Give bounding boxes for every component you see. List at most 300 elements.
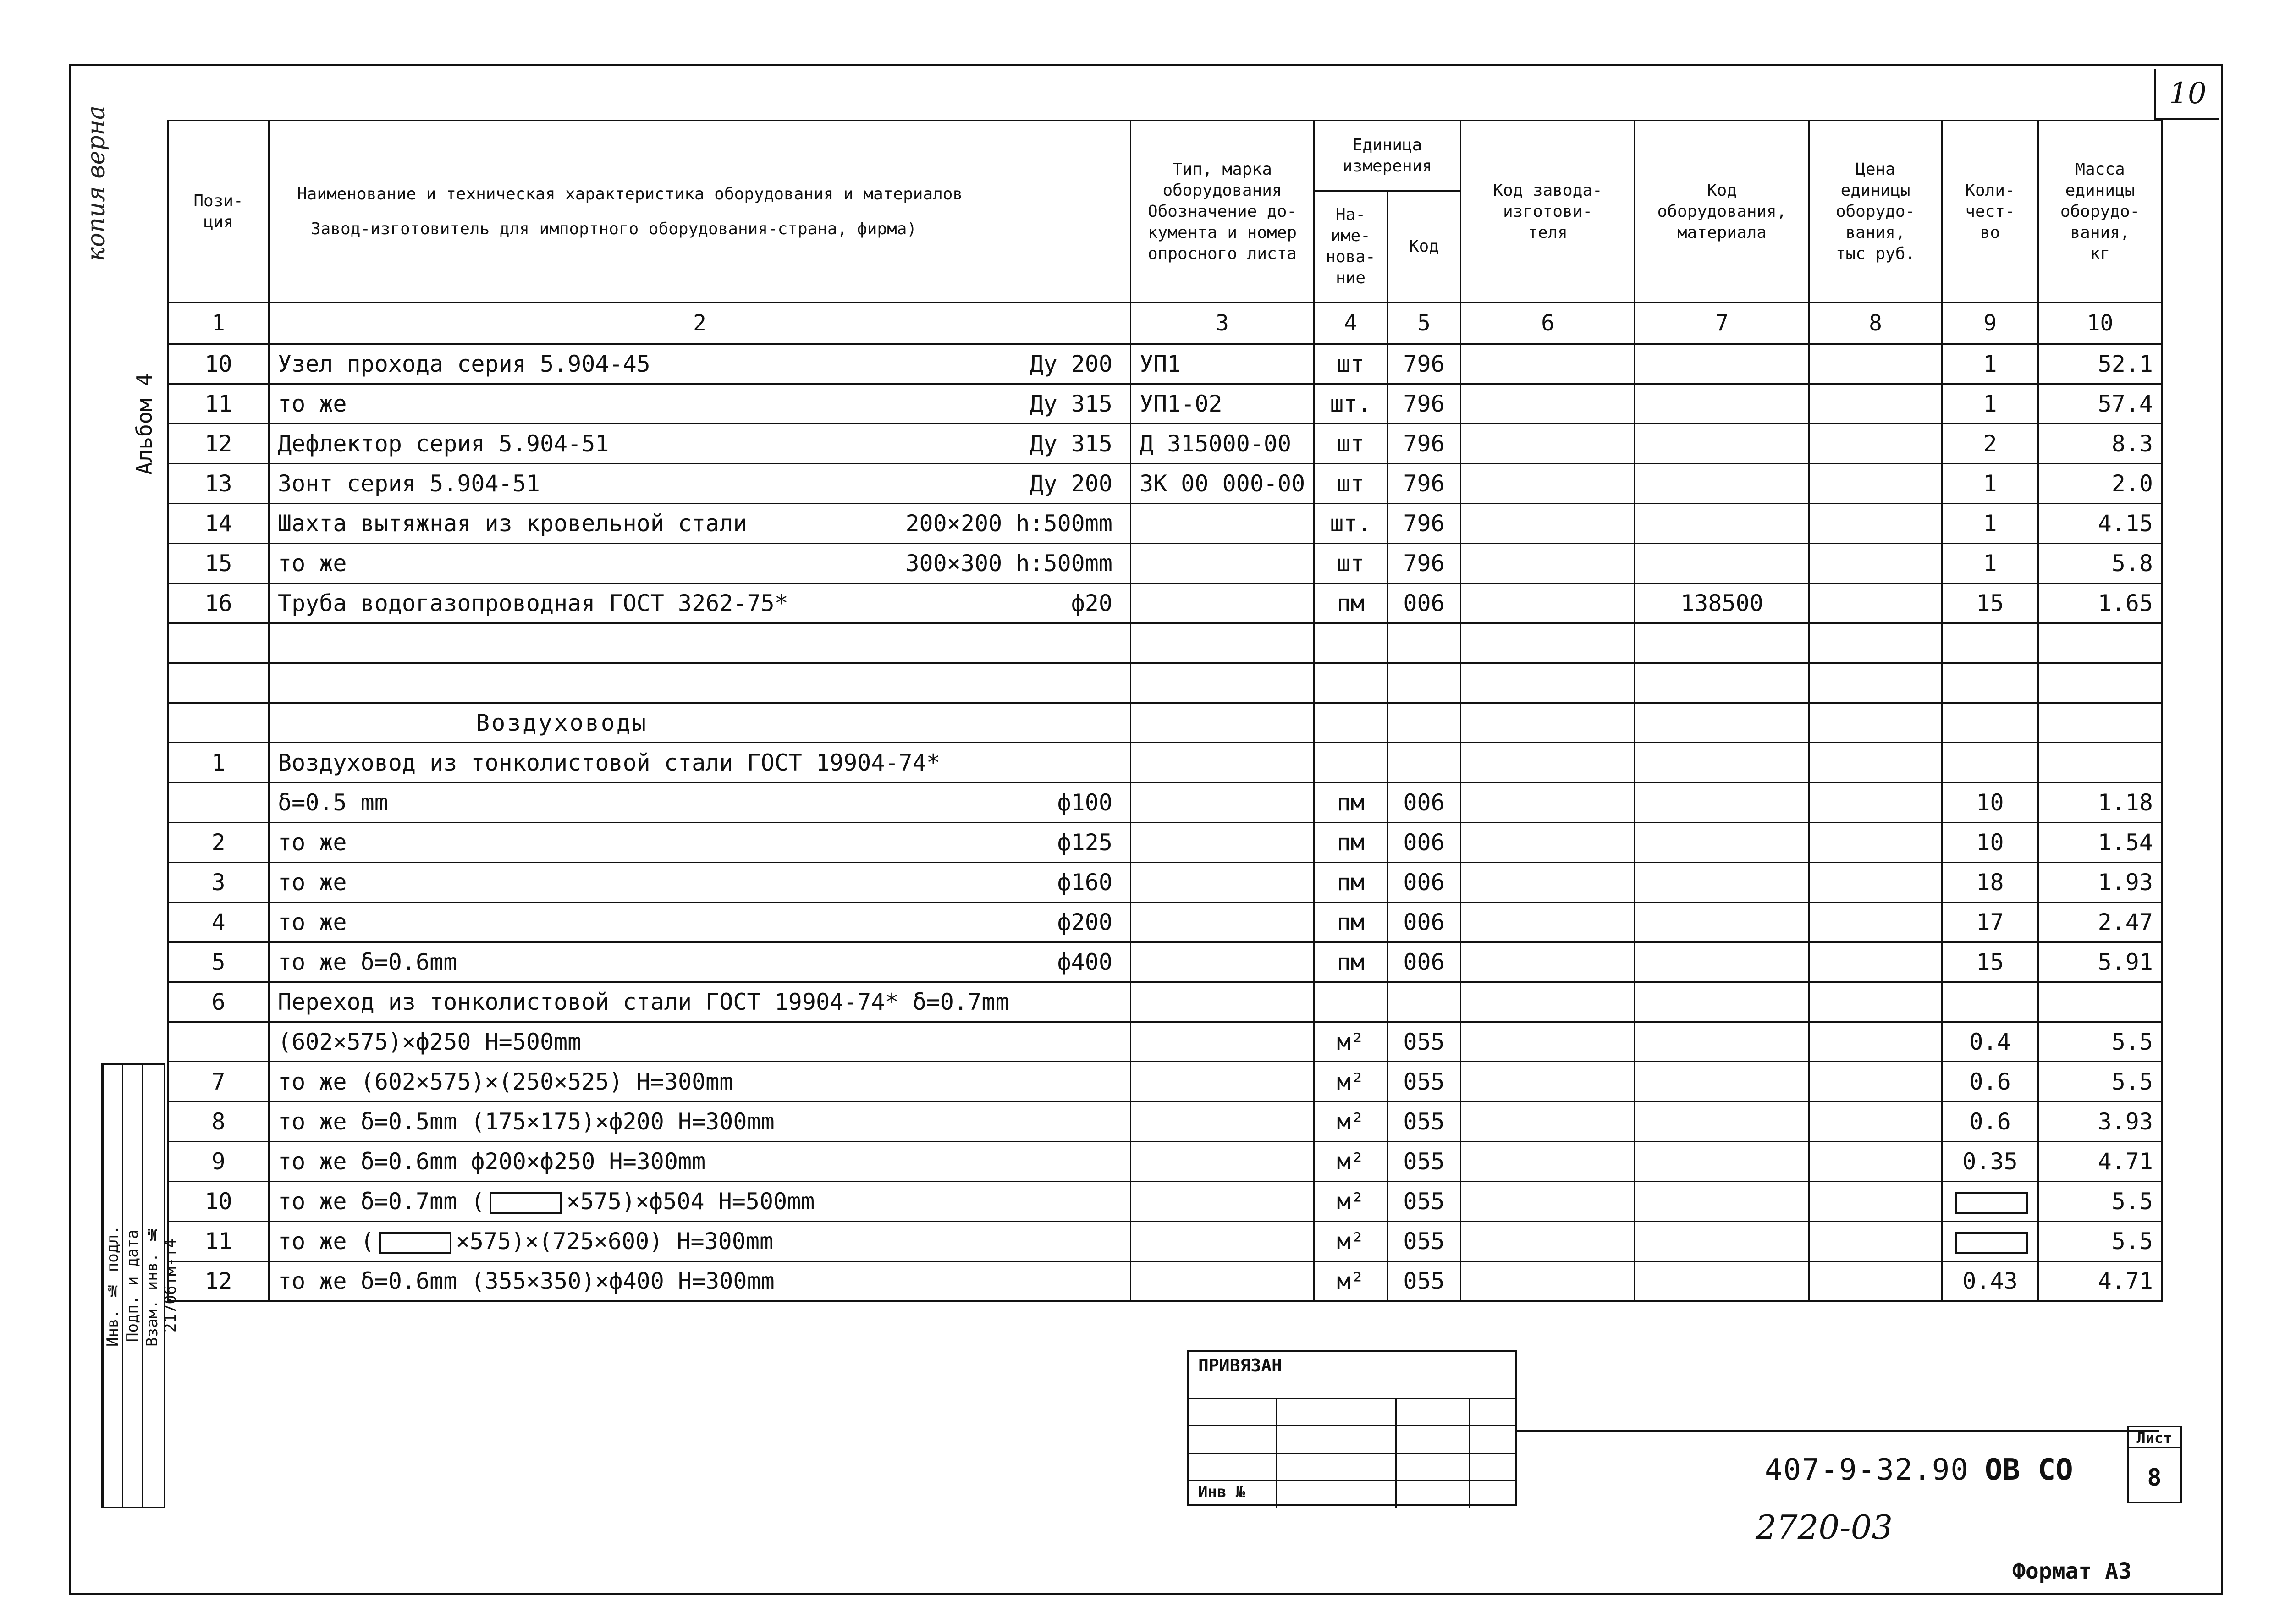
stamp-field: Инв. № подл. xyxy=(102,1065,122,1507)
cell-mass: 1.18 xyxy=(2038,783,2162,823)
cell-name xyxy=(269,903,1131,942)
blank-box xyxy=(1955,1192,2028,1214)
cell-material-code xyxy=(1635,344,1809,384)
cell-position xyxy=(168,623,269,663)
cell-position xyxy=(168,663,269,703)
cell-type xyxy=(1131,982,1314,1022)
cell-price xyxy=(1809,1182,1942,1222)
sheet-number-box xyxy=(2127,1426,2182,1503)
name-dimension xyxy=(1112,1108,1122,1135)
cell-material-code xyxy=(1635,384,1809,424)
table-row xyxy=(168,584,2162,623)
name-main: то же δ=0.6mm ф200×ф250 H=300mm xyxy=(278,1148,706,1175)
cell-factory-code xyxy=(1461,464,1635,504)
name-text xyxy=(278,1108,775,1135)
name-main: то же δ=0.7mm xyxy=(278,1188,457,1215)
cell-mass: 1.93 xyxy=(2038,863,2162,903)
cell-type xyxy=(1131,703,1314,743)
handwritten-number: 2720-03 xyxy=(1756,1508,1893,1547)
cell-type xyxy=(1131,1182,1314,1222)
name-text xyxy=(278,1068,733,1095)
cell-name xyxy=(269,743,1131,783)
cell-quantity: 0.35 xyxy=(1942,1142,2038,1182)
cell-type xyxy=(1131,1022,1314,1062)
cell-material-code xyxy=(1635,544,1809,584)
name-dimension: ф200 xyxy=(1057,909,1112,936)
blank-box xyxy=(379,1232,451,1254)
cell-unit-code: 006 xyxy=(1388,903,1461,942)
cell-unit: м² xyxy=(1314,1102,1388,1142)
name-text: то же δ=0.7mm ( ×575)×ф504 H=500mm xyxy=(278,1188,815,1215)
cell-factory-code xyxy=(1461,743,1635,783)
name-main: то же δ=0.5mm (175×175)×ф200 H=300mm xyxy=(278,1108,775,1135)
cell-unit-code: 055 xyxy=(1388,1022,1461,1062)
header-unit-code: Код xyxy=(1388,191,1461,303)
cell-price xyxy=(1809,903,1942,942)
cell-type xyxy=(1131,743,1314,783)
cell-quantity: 0.6 xyxy=(1942,1062,2038,1102)
cell-unit-code: 796 xyxy=(1388,344,1461,384)
cell-factory-code xyxy=(1461,942,1635,982)
cell-position: 10 xyxy=(168,344,269,384)
cell-type xyxy=(1131,584,1314,623)
cell-material-code xyxy=(1635,1222,1809,1261)
cell-name xyxy=(269,344,1131,384)
name-dimension: 200×200 h:500mm xyxy=(905,510,1112,537)
cell-price xyxy=(1809,1102,1942,1142)
cell-type xyxy=(1131,544,1314,584)
cell-price xyxy=(1809,783,1942,823)
cell-material-code: 138500 xyxy=(1635,584,1809,623)
cell-price xyxy=(1809,863,1942,903)
cell-material-code xyxy=(1635,424,1809,464)
name-main: Зонт серия 5.904-51 xyxy=(278,470,540,497)
title-block-label: ПРИВЯЗАН xyxy=(1198,1355,1283,1376)
cell-name xyxy=(269,863,1131,903)
cell-price xyxy=(1809,584,1942,623)
cell-quantity: 10 xyxy=(1942,783,2038,823)
cell-price xyxy=(1809,504,1942,544)
cell-price xyxy=(1809,823,1942,863)
cell-unit-code: 055 xyxy=(1388,1222,1461,1261)
cell-quantity: 15 xyxy=(1942,584,2038,623)
cell-mass: 2.0 xyxy=(2038,464,2162,504)
cell-quantity xyxy=(1942,1222,2038,1261)
cell-material-code xyxy=(1635,703,1809,743)
cell-name xyxy=(269,623,1131,663)
name-text xyxy=(278,590,788,617)
name-main: то же xyxy=(278,550,347,577)
cell-quantity: 1 xyxy=(1942,544,2038,584)
cell-type xyxy=(1131,663,1314,703)
table-row xyxy=(168,903,2162,942)
cell-unit-code xyxy=(1388,663,1461,703)
cell-name xyxy=(269,1142,1131,1182)
name-text xyxy=(278,1148,705,1175)
name-dimension: ф20 xyxy=(1071,590,1112,617)
cell-type xyxy=(1131,1062,1314,1102)
stamp-field: Взам. инв. № xyxy=(142,1065,161,1507)
cell-mass xyxy=(2038,743,2162,783)
document-code: 407-9-32.90 xyxy=(1765,1453,1969,1487)
table-row xyxy=(168,1062,2162,1102)
cell-mass xyxy=(2038,703,2162,743)
sheet-corner-number: 10 xyxy=(2154,69,2219,120)
table-row xyxy=(168,823,2162,863)
cell-mass xyxy=(2038,623,2162,663)
cell-unit: пм xyxy=(1314,903,1388,942)
cell-price xyxy=(1809,544,1942,584)
blank-box xyxy=(1955,1232,2028,1254)
name-main: то же xyxy=(278,869,347,896)
name-dimension: ф125 xyxy=(1057,829,1112,856)
cell-factory-code xyxy=(1461,823,1635,863)
name-text xyxy=(278,391,347,417)
name-main: то же δ=0.6mm (355×350)×ф400 H=300mm xyxy=(278,1268,775,1294)
cell-unit-code: 006 xyxy=(1388,863,1461,903)
header-position: Пози- ция xyxy=(168,121,269,303)
cell-position: 5 xyxy=(168,942,269,982)
cell-type xyxy=(1131,1222,1314,1261)
column-number: 3 xyxy=(1131,303,1314,344)
name-text: то же ( ×575)×(725×600) H=300mm xyxy=(278,1228,774,1255)
cell-factory-code xyxy=(1461,1062,1635,1102)
blank-box xyxy=(490,1192,562,1214)
cell-unit-code: 796 xyxy=(1388,504,1461,544)
cell-unit: м² xyxy=(1314,1062,1388,1102)
cell-price xyxy=(1809,623,1942,663)
cell-factory-code xyxy=(1461,1261,1635,1301)
cell-material-code xyxy=(1635,942,1809,982)
cell-position: 15 xyxy=(168,544,269,584)
cell-position: 4 xyxy=(168,903,269,942)
cell-type: Д 315000-00 xyxy=(1131,424,1314,464)
cell-unit-code: 006 xyxy=(1388,823,1461,863)
cell-type xyxy=(1131,942,1314,982)
cell-factory-code xyxy=(1461,863,1635,903)
cell-material-code xyxy=(1635,1062,1809,1102)
cell-mass: 57.4 xyxy=(2038,384,2162,424)
cell-unit: м² xyxy=(1314,1182,1388,1222)
cell-price xyxy=(1809,384,1942,424)
cell-price xyxy=(1809,1142,1942,1182)
format-label: Формат А3 xyxy=(2012,1558,2132,1584)
cell-unit-code: 006 xyxy=(1388,783,1461,823)
cell-name xyxy=(269,823,1131,863)
cell-factory-code xyxy=(1461,1142,1635,1182)
cell-unit xyxy=(1314,743,1388,783)
cell-unit: м² xyxy=(1314,1022,1388,1062)
column-number: 10 xyxy=(2038,303,2162,344)
cell-mass: 4.15 xyxy=(2038,504,2162,544)
sheet-label: Лист xyxy=(2129,1429,2180,1448)
cell-quantity: 0.4 xyxy=(1942,1022,2038,1062)
cell-material-code xyxy=(1635,823,1809,863)
cell-position xyxy=(168,1022,269,1062)
cell-unit: пм xyxy=(1314,942,1388,982)
cell-factory-code xyxy=(1461,783,1635,823)
cell-unit: м² xyxy=(1314,1261,1388,1301)
header-factory-code: Код завода- изготови- теля xyxy=(1461,121,1635,303)
cell-price xyxy=(1809,424,1942,464)
name-main: δ=0.5 mm xyxy=(278,789,388,816)
cell-quantity: 0.6 xyxy=(1942,1102,2038,1142)
cell-unit: шт xyxy=(1314,424,1388,464)
cell-position xyxy=(168,783,269,823)
table-row xyxy=(168,623,2162,663)
cell-type: УП1 xyxy=(1131,344,1314,384)
header-name-line2: Завод-изготовитель для импортного оборудования-страна, фирма) xyxy=(311,219,917,238)
cell-quantity xyxy=(1942,743,2038,783)
cell-material-code xyxy=(1635,663,1809,703)
cell-quantity: 1 xyxy=(1942,504,2038,544)
name-text xyxy=(278,510,747,537)
cell-position: 6 xyxy=(168,982,269,1022)
cell-unit: шт xyxy=(1314,344,1388,384)
cell-unit: пм xyxy=(1314,783,1388,823)
table-row xyxy=(168,1142,2162,1182)
cell-type xyxy=(1131,783,1314,823)
specification-rows xyxy=(168,344,2162,1301)
cell-factory-code xyxy=(1461,1102,1635,1142)
cell-price xyxy=(1809,344,1942,384)
name-text xyxy=(278,909,347,936)
header-unit-name: На- име- нова- ние xyxy=(1314,191,1388,303)
name-main: то же xyxy=(278,1228,347,1255)
cell-unit: шт. xyxy=(1314,384,1388,424)
cell-unit-code: 055 xyxy=(1388,1261,1461,1301)
cell-position: 9 xyxy=(168,1142,269,1182)
cell-unit-code: 796 xyxy=(1388,544,1461,584)
table-row xyxy=(168,1261,2162,1301)
name-dimension xyxy=(1112,1268,1122,1294)
cell-unit-code xyxy=(1388,743,1461,783)
name-text xyxy=(278,949,457,975)
cell-mass: 4.71 xyxy=(2038,1261,2162,1301)
name-dimension: ф160 xyxy=(1057,869,1112,896)
name-text xyxy=(278,470,540,497)
cell-type xyxy=(1131,1142,1314,1182)
name-dimension xyxy=(1112,1068,1122,1095)
cell-material-code xyxy=(1635,1022,1809,1062)
cell-factory-code xyxy=(1461,982,1635,1022)
cell-factory-code xyxy=(1461,1182,1635,1222)
table-row xyxy=(168,464,2162,504)
cell-unit: м² xyxy=(1314,1142,1388,1182)
cell-mass: 52.1 xyxy=(2038,344,2162,384)
cell-material-code xyxy=(1635,863,1809,903)
cell-name xyxy=(269,1022,1131,1062)
cell-factory-code xyxy=(1461,384,1635,424)
cell-material-code xyxy=(1635,783,1809,823)
cell-unit-code xyxy=(1388,623,1461,663)
name-text xyxy=(278,749,940,776)
cell-position: 1 xyxy=(168,743,269,783)
cell-position: 12 xyxy=(168,424,269,464)
table-row xyxy=(168,424,2162,464)
cell-unit xyxy=(1314,982,1388,1022)
cell-type xyxy=(1131,903,1314,942)
cell-mass: 3.93 xyxy=(2038,1102,2162,1142)
cell-name xyxy=(269,1261,1131,1301)
table-row xyxy=(168,942,2162,982)
cell-price xyxy=(1809,982,1942,1022)
cell-material-code xyxy=(1635,1102,1809,1142)
cell-position: 3 xyxy=(168,863,269,903)
column-number: 6 xyxy=(1461,303,1635,344)
cell-mass xyxy=(2038,982,2162,1022)
column-number: 4 xyxy=(1314,303,1388,344)
cell-position: 10 xyxy=(168,1182,269,1222)
table-row xyxy=(168,504,2162,544)
cell-material-code xyxy=(1635,464,1809,504)
cell-material-code xyxy=(1635,743,1809,783)
cell-factory-code xyxy=(1461,623,1635,663)
cell-factory-code xyxy=(1461,584,1635,623)
cell-factory-code xyxy=(1461,703,1635,743)
name-main: Дефлектор серия 5.904-51 xyxy=(278,430,609,457)
cell-type xyxy=(1131,823,1314,863)
name-text xyxy=(278,1268,775,1294)
cell-position: 11 xyxy=(168,1222,269,1261)
cell-price xyxy=(1809,1022,1942,1062)
name-dimension: 300×300 h:500mm xyxy=(905,550,1112,577)
table-row xyxy=(168,863,2162,903)
cell-position: 13 xyxy=(168,464,269,504)
stamp-field: Подп. и дата xyxy=(122,1065,142,1507)
cell-type: УП1-02 xyxy=(1131,384,1314,424)
cell-type xyxy=(1131,1102,1314,1142)
table-row xyxy=(168,743,2162,783)
cell-mass: 4.71 xyxy=(2038,1142,2162,1182)
cell-price xyxy=(1809,1062,1942,1102)
table-row xyxy=(168,1022,2162,1062)
name-main: Переход из тонколистовой стали ГОСТ 19904-74* δ=0.7mm xyxy=(278,989,1009,1015)
cell-quantity xyxy=(1942,663,2038,703)
cell-price xyxy=(1809,1261,1942,1301)
header-price: Цена единицы оборудо- вания, тыс руб. xyxy=(1809,121,1942,303)
name-main: то же δ=0.6mm xyxy=(278,949,457,975)
cell-quantity xyxy=(1942,982,2038,1022)
name-after: ×575)×(725×600) H=300mm xyxy=(456,1228,774,1255)
cell-name xyxy=(269,663,1131,703)
cell-name xyxy=(269,464,1131,504)
cell-material-code xyxy=(1635,903,1809,942)
table-row xyxy=(168,663,2162,703)
cell-name xyxy=(269,982,1131,1022)
name-main: (602×575)×ф250 H=500mm xyxy=(278,1029,582,1055)
header-unit-group: Единица измерения xyxy=(1314,121,1461,191)
name-main: Шахта вытяжная из кровельной стали xyxy=(278,510,747,537)
cell-mass: 1.65 xyxy=(2038,584,2162,623)
cell-name xyxy=(269,1062,1131,1102)
name-dimension: ф100 xyxy=(1057,789,1112,816)
name-main: то же xyxy=(278,829,347,856)
cell-name xyxy=(269,783,1131,823)
cell-price xyxy=(1809,663,1942,703)
cell-price xyxy=(1809,743,1942,783)
cell-unit xyxy=(1314,663,1388,703)
name-main: Труба водогазопроводная ГОСТ 3262-75* xyxy=(278,590,788,617)
album-note: Альбом 4 xyxy=(132,373,157,475)
cell-mass xyxy=(2038,663,2162,703)
cell-position: 11 xyxy=(168,384,269,424)
header-name-line1: Наименование и техническая характеристика оборудования и материалов xyxy=(297,184,963,204)
inventory-label: Инв № xyxy=(1198,1483,1245,1501)
header-name xyxy=(269,121,1131,303)
cell-unit-code: 006 xyxy=(1388,584,1461,623)
title-block xyxy=(1187,1350,1517,1506)
cell-name xyxy=(269,384,1131,424)
cell-factory-code xyxy=(1461,424,1635,464)
name-text xyxy=(278,550,347,577)
cell-position: 16 xyxy=(168,584,269,623)
cell-unit xyxy=(1314,623,1388,663)
specification-table xyxy=(167,120,2163,1302)
cell-mass: 5.5 xyxy=(2038,1062,2162,1102)
column-number: 8 xyxy=(1809,303,1942,344)
cell-unit-code: 055 xyxy=(1388,1102,1461,1142)
cell-price xyxy=(1809,942,1942,982)
cell-mass: 1.54 xyxy=(2038,823,2162,863)
cell-unit: пм xyxy=(1314,584,1388,623)
cell-mass: 5.5 xyxy=(2038,1182,2162,1222)
cell-unit: пм xyxy=(1314,823,1388,863)
cell-factory-code xyxy=(1461,1222,1635,1261)
cell-price xyxy=(1809,1222,1942,1261)
table-row xyxy=(168,783,2162,823)
sheet-number: 8 xyxy=(2147,1464,2162,1492)
header-quantity: Коли- чест- во xyxy=(1942,121,2038,303)
cell-type xyxy=(1131,504,1314,544)
cell-position: 14 xyxy=(168,504,269,544)
side-stamp xyxy=(101,1063,180,1508)
cell-name xyxy=(269,1222,1131,1261)
header-type: Тип, марка оборудования Обозначение до- кумента и номер опросного листа xyxy=(1131,121,1314,303)
cell-unit-code xyxy=(1388,703,1461,743)
table-row xyxy=(168,544,2162,584)
name-text xyxy=(278,351,650,377)
cell-unit: м² xyxy=(1314,1222,1388,1261)
cell-unit: шт xyxy=(1314,544,1388,584)
name-dimension xyxy=(1112,1228,1122,1255)
header-mass: Масса единицы оборудо- вания, кг xyxy=(2038,121,2162,303)
cell-factory-code xyxy=(1461,544,1635,584)
cell-quantity: 0.43 xyxy=(1942,1261,2038,1301)
cell-quantity: 2 xyxy=(1942,424,2038,464)
cell-quantity: 18 xyxy=(1942,863,2038,903)
cell-type xyxy=(1131,863,1314,903)
cell-name xyxy=(269,424,1131,464)
cell-unit-code: 006 xyxy=(1388,942,1461,982)
cell-quantity: 1 xyxy=(1942,344,2038,384)
cell-mass: 5.5 xyxy=(2038,1222,2162,1261)
cell-material-code xyxy=(1635,1182,1809,1222)
name-dimension xyxy=(1112,749,1122,776)
cell-position: 12 xyxy=(168,1261,269,1301)
table-row xyxy=(168,982,2162,1022)
cell-quantity: 17 xyxy=(1942,903,2038,942)
name-dimension: Ду 315 xyxy=(1030,430,1112,457)
cell-unit-code xyxy=(1388,982,1461,1022)
cell-material-code xyxy=(1635,623,1809,663)
bottom-rule xyxy=(1517,1430,2159,1432)
cell-name xyxy=(269,942,1131,982)
cell-factory-code xyxy=(1461,903,1635,942)
name-main: то же xyxy=(278,909,347,936)
cell-quantity: 1 xyxy=(1942,384,2038,424)
name-text xyxy=(278,989,1009,1015)
